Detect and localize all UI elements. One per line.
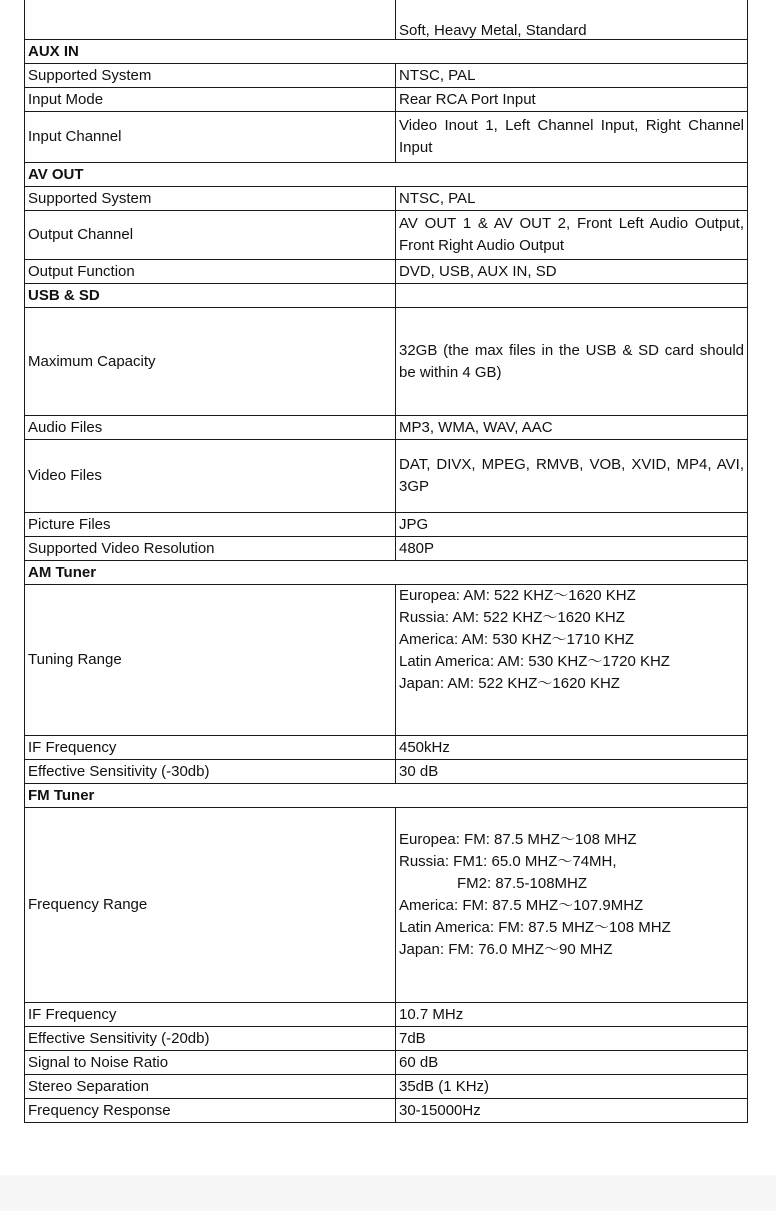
spec-label: Supported System <box>25 187 396 211</box>
spec-label <box>25 0 396 40</box>
table-row <box>25 308 748 416</box>
section-row-usb-sd <box>25 284 748 308</box>
spec-value: NTSC, PAL <box>396 187 748 211</box>
table-row <box>25 0 748 40</box>
section-title: AV OUT <box>25 163 748 187</box>
table-row <box>25 537 748 561</box>
multiline-value <box>399 585 744 695</box>
spec-value: Rear RCA Port Input <box>396 88 748 112</box>
spec-value: AV OUT 1 & AV OUT 2, Front Left Audio Output, Front Right Audio Output <box>396 211 748 260</box>
spec-label: Tuning Range <box>25 585 396 736</box>
spec-value: DAT, DIVX, MPEG, RMVB, VOB, XVID, MP4, AVI, 3GP <box>396 440 748 513</box>
spec-table <box>24 0 748 1123</box>
spec-label: Supported System <box>25 64 396 88</box>
spec-label: Stereo Separation <box>25 1075 396 1099</box>
spec-value: 35dB (1 KHz) <box>396 1075 748 1099</box>
table-row <box>25 187 748 211</box>
table-row <box>25 64 748 88</box>
spec-label: Supported Video Resolution <box>25 537 396 561</box>
table-row <box>25 88 748 112</box>
section-row-fm-tuner <box>25 784 748 808</box>
spec-label: Frequency Range <box>25 808 396 1003</box>
range-line: Latin America: FM: 87.5 MHZ～108 MHZ <box>399 919 671 936</box>
spec-label: Input Mode <box>25 88 396 112</box>
spec-value <box>396 808 748 1003</box>
range-line: Europea: FM: 87.5 MHZ～108 MHZ <box>399 831 637 848</box>
multiline-value <box>399 829 744 961</box>
spec-value: 30-15000Hz <box>396 1099 748 1123</box>
spec-value: 30 dB <box>396 760 748 784</box>
spec-label: Frequency Response <box>25 1099 396 1123</box>
table-row <box>25 1099 748 1123</box>
spec-value: 60 dB <box>396 1051 748 1075</box>
section-row-av-out <box>25 163 748 187</box>
section-title: USB & SD <box>25 284 396 308</box>
table-row <box>25 1075 748 1099</box>
table-row <box>25 760 748 784</box>
section-title: AM Tuner <box>25 561 748 585</box>
range-line: FM2: 87.5-108MHZ <box>457 875 588 892</box>
spec-label: Audio Files <box>25 416 396 440</box>
table-row <box>25 513 748 537</box>
spec-label: Signal to Noise Ratio <box>25 1051 396 1075</box>
table-row <box>25 440 748 513</box>
table-row <box>25 585 748 736</box>
spec-value: Soft, Heavy Metal, Standard <box>396 0 748 40</box>
spec-value: DVD, USB, AUX IN, SD <box>396 260 748 284</box>
spec-label: Picture Files <box>25 513 396 537</box>
table-row <box>25 736 748 760</box>
spec-value: JPG <box>396 513 748 537</box>
range-line: Latin America: AM: 530 KHZ～1720 KHZ <box>399 653 670 670</box>
table-row <box>25 112 748 163</box>
spec-label: Effective Sensitivity (-20db) <box>25 1027 396 1051</box>
range-line: Europea: AM: 522 KHZ～1620 KHZ <box>399 587 636 604</box>
range-line: Japan: FM: 76.0 MHZ～90 MHZ <box>399 941 613 958</box>
spec-value: 450kHz <box>396 736 748 760</box>
spec-value <box>396 585 748 736</box>
section-title: AUX IN <box>25 40 748 64</box>
spec-value: 480P <box>396 537 748 561</box>
table-row <box>25 1003 748 1027</box>
spec-label: Effective Sensitivity (-30db) <box>25 760 396 784</box>
spec-value: 10.7 MHz <box>396 1003 748 1027</box>
spec-label: Input Channel <box>25 112 396 163</box>
range-line: America: AM: 530 KHZ～1710 KHZ <box>399 631 635 648</box>
section-row-am-tuner <box>25 561 748 585</box>
spec-value: MP3, WMA, WAV, AAC <box>396 416 748 440</box>
spec-value: Video Inout 1, Left Channel Input, Right Channel Input <box>396 112 748 163</box>
spec-value: 7dB <box>396 1027 748 1051</box>
spec-label: Video Files <box>25 440 396 513</box>
section-row-aux-in <box>25 40 748 64</box>
table-row <box>25 260 748 284</box>
range-line: Japan: AM: 522 KHZ～1620 KHZ <box>399 675 620 692</box>
spec-label: Maximum Capacity <box>25 308 396 416</box>
range-line: Russia: AM: 522 KHZ～1620 KHZ <box>399 609 625 626</box>
table-row <box>25 1051 748 1075</box>
spec-value: 32GB (the max files in the USB & SD card should be within 4 GB) <box>396 308 748 416</box>
spec-label: IF Frequency <box>25 1003 396 1027</box>
table-row <box>25 808 748 1003</box>
spec-label: Output Function <box>25 260 396 284</box>
table-row <box>25 416 748 440</box>
spec-label: IF Frequency <box>25 736 396 760</box>
range-line: Russia: FM1: 65.0 MHZ～74MH, <box>399 853 617 870</box>
spec-label: Output Channel <box>25 211 396 260</box>
table-row <box>25 211 748 260</box>
spec-value <box>396 284 748 308</box>
spec-value: NTSC, PAL <box>396 64 748 88</box>
table-row <box>25 1027 748 1051</box>
range-line: America: FM: 87.5 MHZ～107.9MHZ <box>399 897 644 914</box>
section-title: FM Tuner <box>25 784 748 808</box>
